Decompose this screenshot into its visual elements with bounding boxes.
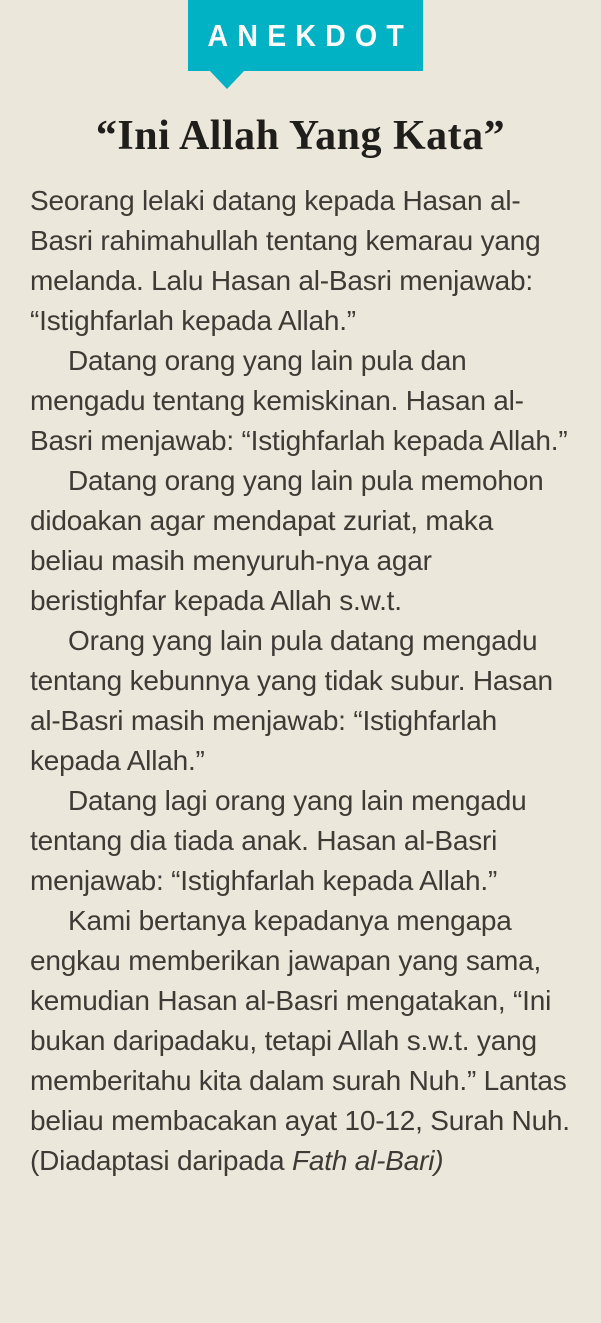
paragraph: Seorang lelaki datang kepada Hasan al-Basri rahimahullah tentang kemarau yang melanda. Lalu Hasan al-Basri menjawab: “Istighfarlah kepada Allah.”	[30, 185, 541, 336]
paragraph: Datang lagi orang yang lain mengadu tentang dia tiada anak. Hasan al-Basri menjawab: “Istighfarlah kepada Allah.”	[30, 785, 527, 896]
article-body	[0, 181, 601, 1181]
paragraph	[30, 901, 571, 1181]
anekdot-banner-label: ANEKDOT	[207, 17, 413, 53]
anekdot-banner	[188, 0, 423, 71]
paragraph: Datang orang yang lain pula memohon didoakan agar mendapat zuriat, maka beliau masih menyuruh-nya agar beristighfar kepada Allah s.w.t.	[30, 465, 544, 616]
article-title: “Ini Allah Yang Kata”	[95, 113, 506, 159]
source-citation: Fath al-Bari)	[291, 1145, 444, 1176]
paragraph-text: Kami bertanya kepadanya mengapa engkau memberikan jawapan yang sama, kemudian Hasan al-Basri mengatakan, “Ini bukan daripadaku, tetapi Allah s.w.t. yang memberitahu kita dalam surah Nuh.” Lantas beliau membacakan ayat 10-12, Surah Nuh. (Diadaptasi daripada	[30, 905, 570, 1176]
paragraph: Orang yang lain pula datang mengadu tentang kebunnya yang tidak subur. Hasan al-Basri masih menjawab: “Istighfarlah kepada Allah.”	[30, 625, 553, 776]
banner-pointer-shape	[210, 71, 244, 89]
paragraph: Datang orang yang lain pula dan mengadu tentang kemiskinan. Hasan al-Basri menjawab: “Istighfarlah kepada Allah.”	[30, 345, 568, 456]
